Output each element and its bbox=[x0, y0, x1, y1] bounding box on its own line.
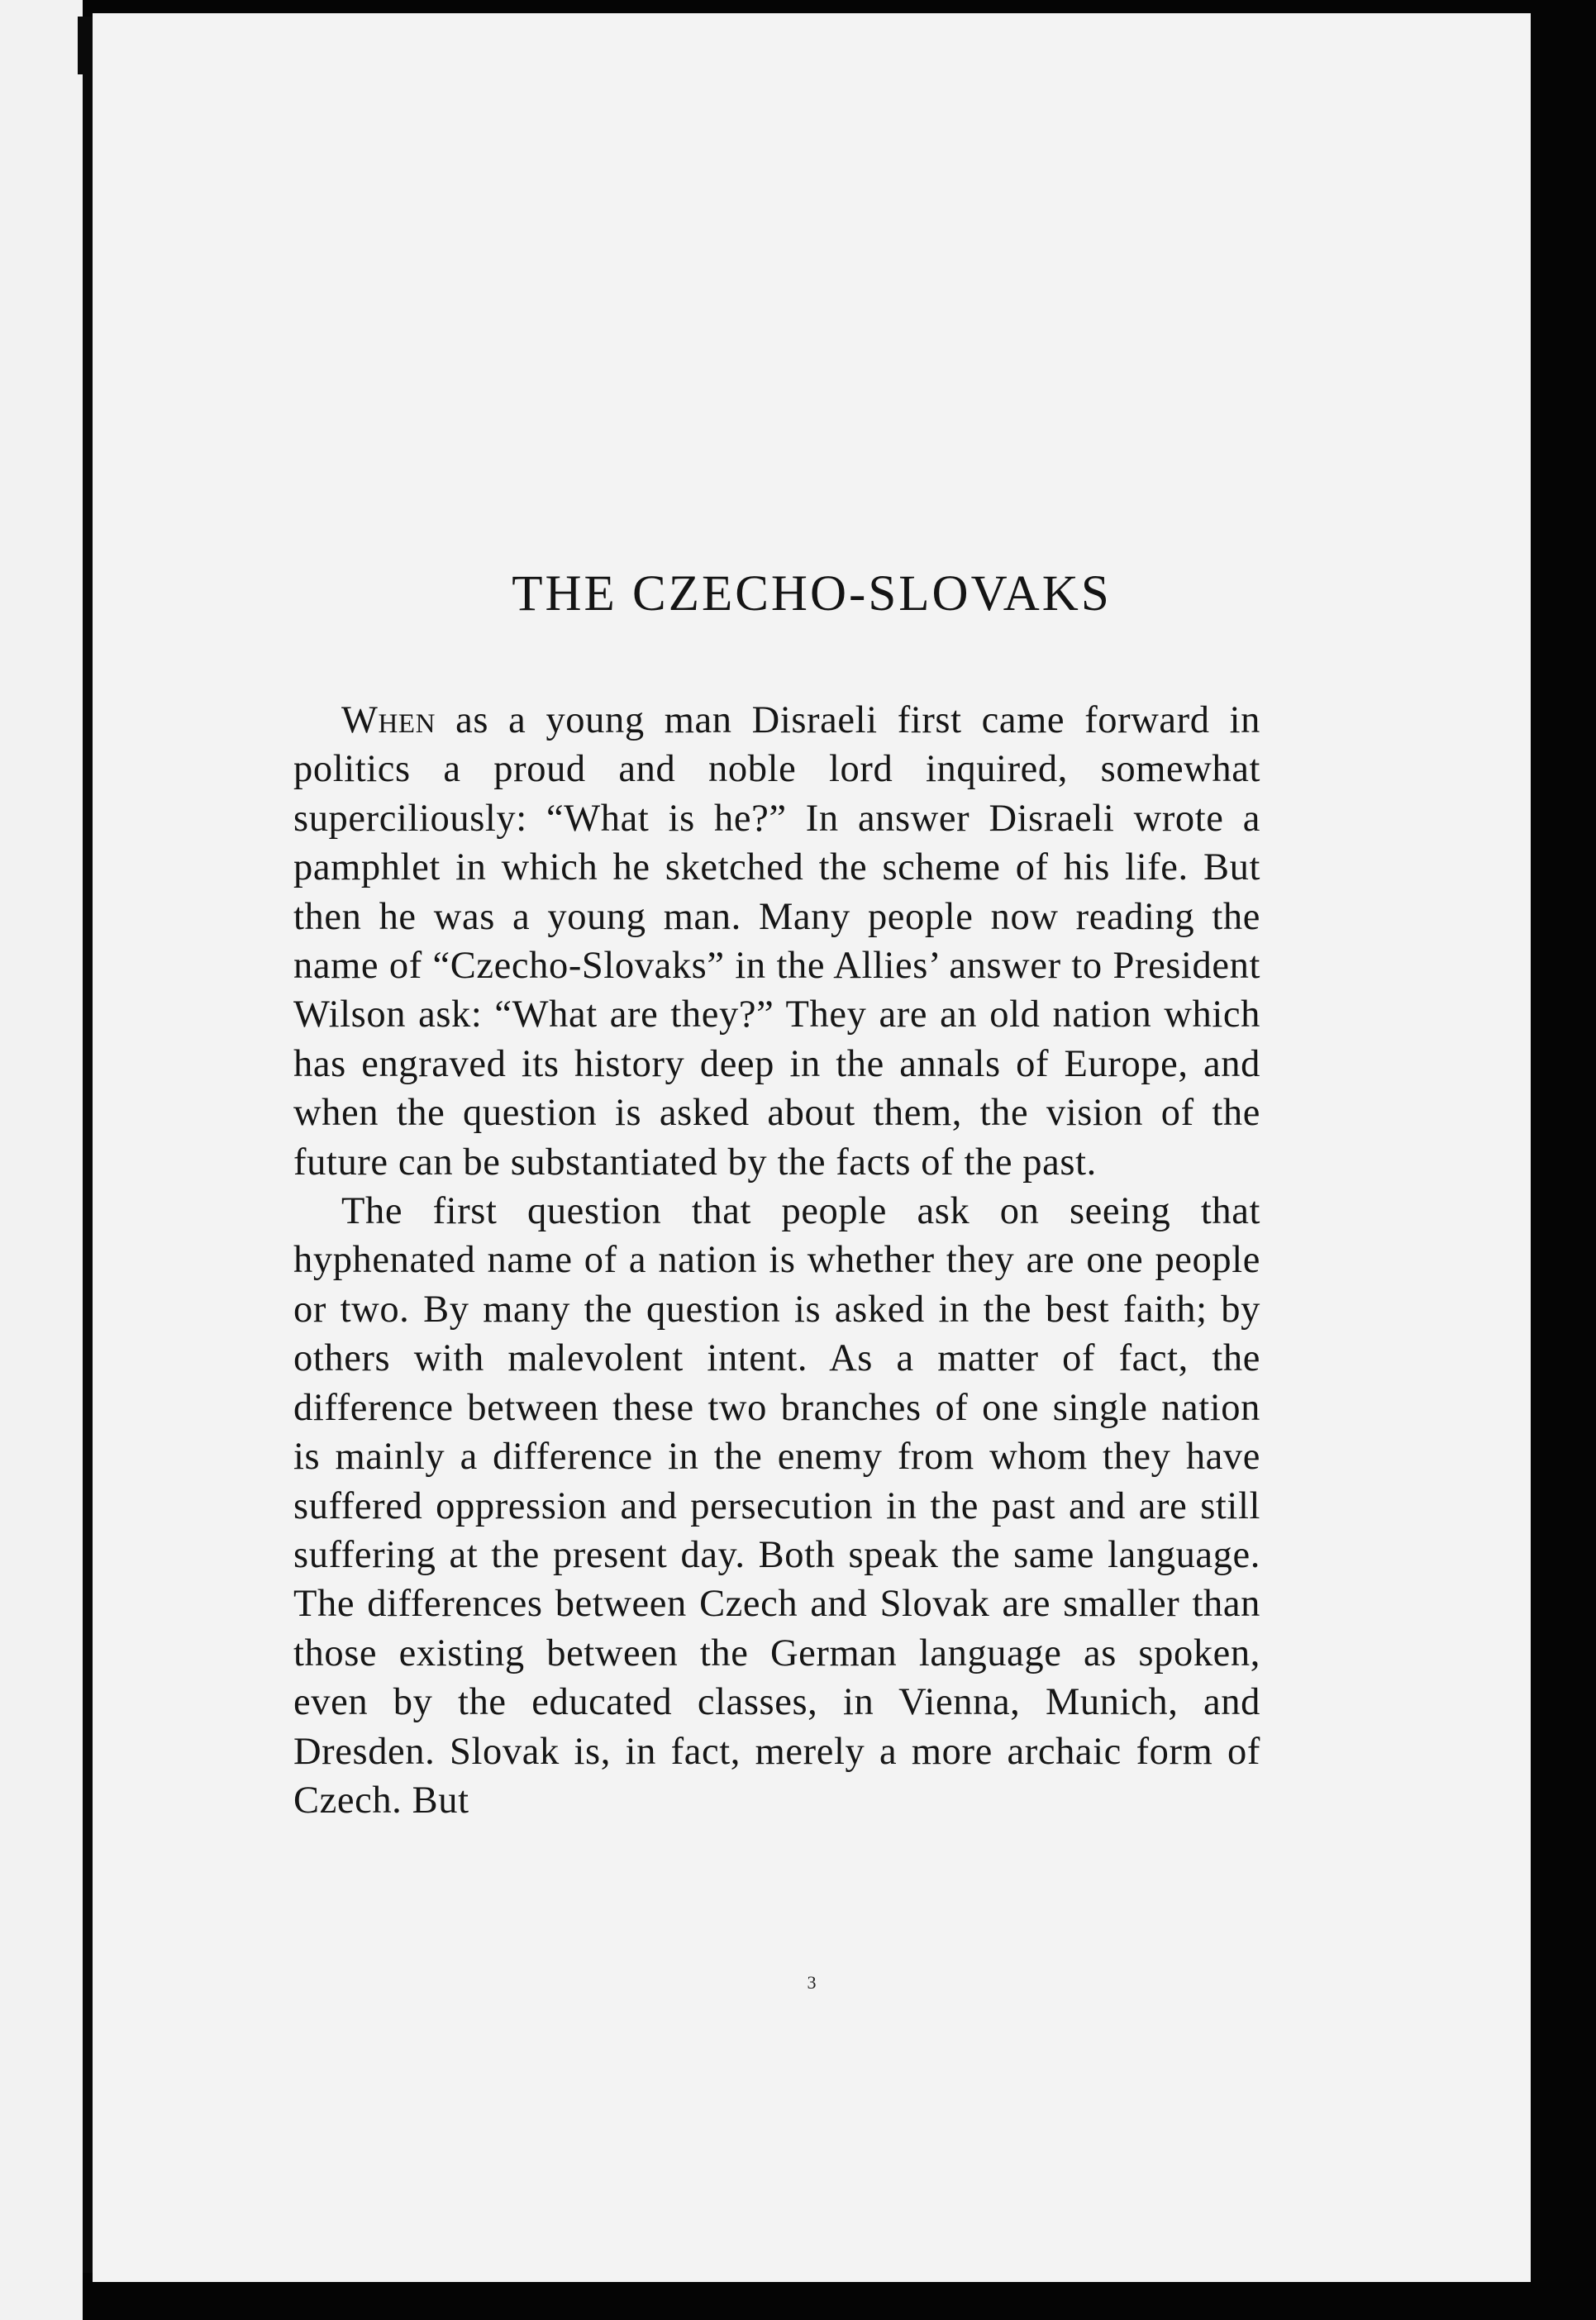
chapter-title: THE CZECHO-SLOVAKS bbox=[512, 566, 1112, 622]
book-page bbox=[93, 13, 1531, 2282]
scan-right-margin bbox=[1531, 0, 1596, 2320]
paragraph-1 bbox=[293, 696, 1260, 1187]
book-gutter bbox=[83, 33, 93, 2273]
paragraph-1-text: as a young man Disraeli first came forward in politics a proud and noble lord inquired, somewhat superciliously: “What is he?” In answer Disraeli wrote a pamphlet in which he sketched the scheme of his life. But then he was a young man. Many people now reading the name of “Czecho-Slovaks” in the Allies’ answer to President Wilson ask: “What are they?” They are an old nation which has engraved its history deep in the annals of Europe, and when the question is asked about them, the vision of the future can be substantiated by the facts of the past. bbox=[293, 699, 1260, 1184]
gutter-mark bbox=[78, 17, 93, 74]
facing-page-edge bbox=[0, 0, 83, 2320]
paragraph-1-lead: When bbox=[341, 699, 436, 741]
body-text bbox=[293, 696, 1260, 1825]
paragraph-2: The first question that people ask on seeing that hyphenated name of a nation is whether they are one people or two. By many the question is asked in the best faith; by others with malevolent intent. As a matter of fact, the difference between these two branches of one single nation is mainly a difference in the enemy from whom they have suffered oppression and persecution in the past and are still suffering at the present day. Both speak the same language. The differences between Czech and Slovak are smaller than those existing between the German language as spoken, even by the educated classes, in Vienna, Munich, and Dresden. Slovak is, in fact, merely a more archaic form of Czech. But bbox=[293, 1190, 1260, 1822]
page-number: 3 bbox=[807, 1972, 817, 1993]
